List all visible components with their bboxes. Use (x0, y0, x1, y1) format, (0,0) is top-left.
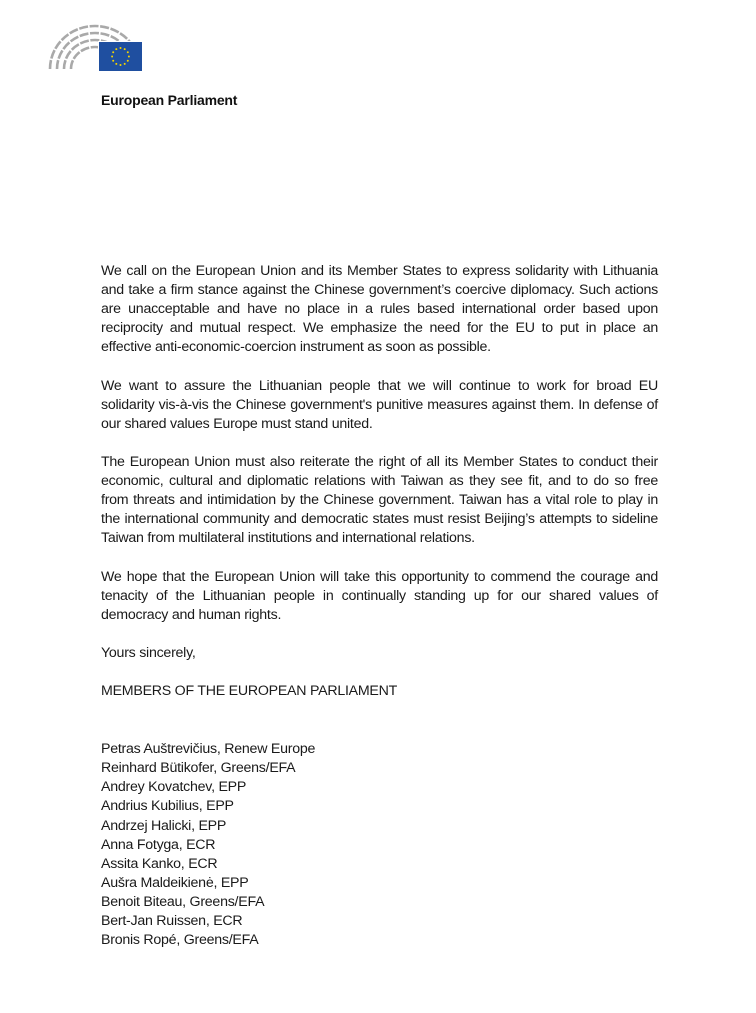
letter-body (101, 262, 658, 950)
signatory: Anna Fotyga, ECR (101, 836, 216, 853)
european-parliament-logo (46, 22, 144, 72)
letter-paragraph: The European Union must also reiterate the right of all its Member States to conduct their economic, cultural and diplomatic relations with Taiwan as they see fit, and to do so free from threats and intimidation by the Chinese government. Taiwan has a vital role to play in the international community and democratic states must resist Beijing’s attempts to sideline Taiwan from multilateral institutions and international relations. (101, 453, 658, 547)
letter-paragraph: We call on the European Union and its Member States to express solidarity with Lithuania and take a firm stance against the Chinese government’s coercive diplomacy. Such actions are unacceptable and have no place in a rules based international order based upon reciprocity and mutual respect. We emphasize the need for the EU to put in place an effective anti-economic-coercion instrument as soon as possible. (101, 263, 658, 356)
signatory: Petras Auštrevičius, Renew Europe (101, 741, 316, 758)
signatory: Andrzej Halicki, EPP (101, 817, 227, 834)
signatory: Assita Kanko, ECR (101, 855, 218, 872)
hemicycle-eu-flag-icon (46, 22, 144, 72)
signoff-heading: MEMBERS OF THE EUROPEAN PARLIAMENT (101, 683, 398, 700)
signatory: Andrius Kubilius, EPP (101, 798, 234, 815)
signatory: Andrey Kovatchev, EPP (101, 779, 247, 796)
signatory-list (101, 740, 658, 950)
signatory: Bronis Ropé, Greens/EFA (101, 932, 259, 949)
signatory: Bert-Jan Ruissen, ECR (101, 913, 243, 929)
signatory: Benoit Biteau, Greens/EFA (101, 893, 265, 910)
signatory: Aušra Maldeikienė, EPP (101, 874, 249, 891)
letter-paragraph: We want to assure the Lithuanian people that we will continue to work for broad EU solidarity vis-à-vis the Chinese government's punitive measures against them. In defense of our shared values Europe must stand united. (101, 377, 658, 432)
signatory: Reinhard Bütikofer, Greens/EFA (101, 760, 296, 777)
organization-name: European Parliament (101, 92, 238, 108)
closing-salutation: Yours sincerely, (101, 644, 196, 661)
letter-paragraph: We hope that the European Union will take this opportunity to commend the courage and tenacity of the Lithuanian people in continually standing up for our shared values of democracy and human rights. (101, 568, 658, 623)
